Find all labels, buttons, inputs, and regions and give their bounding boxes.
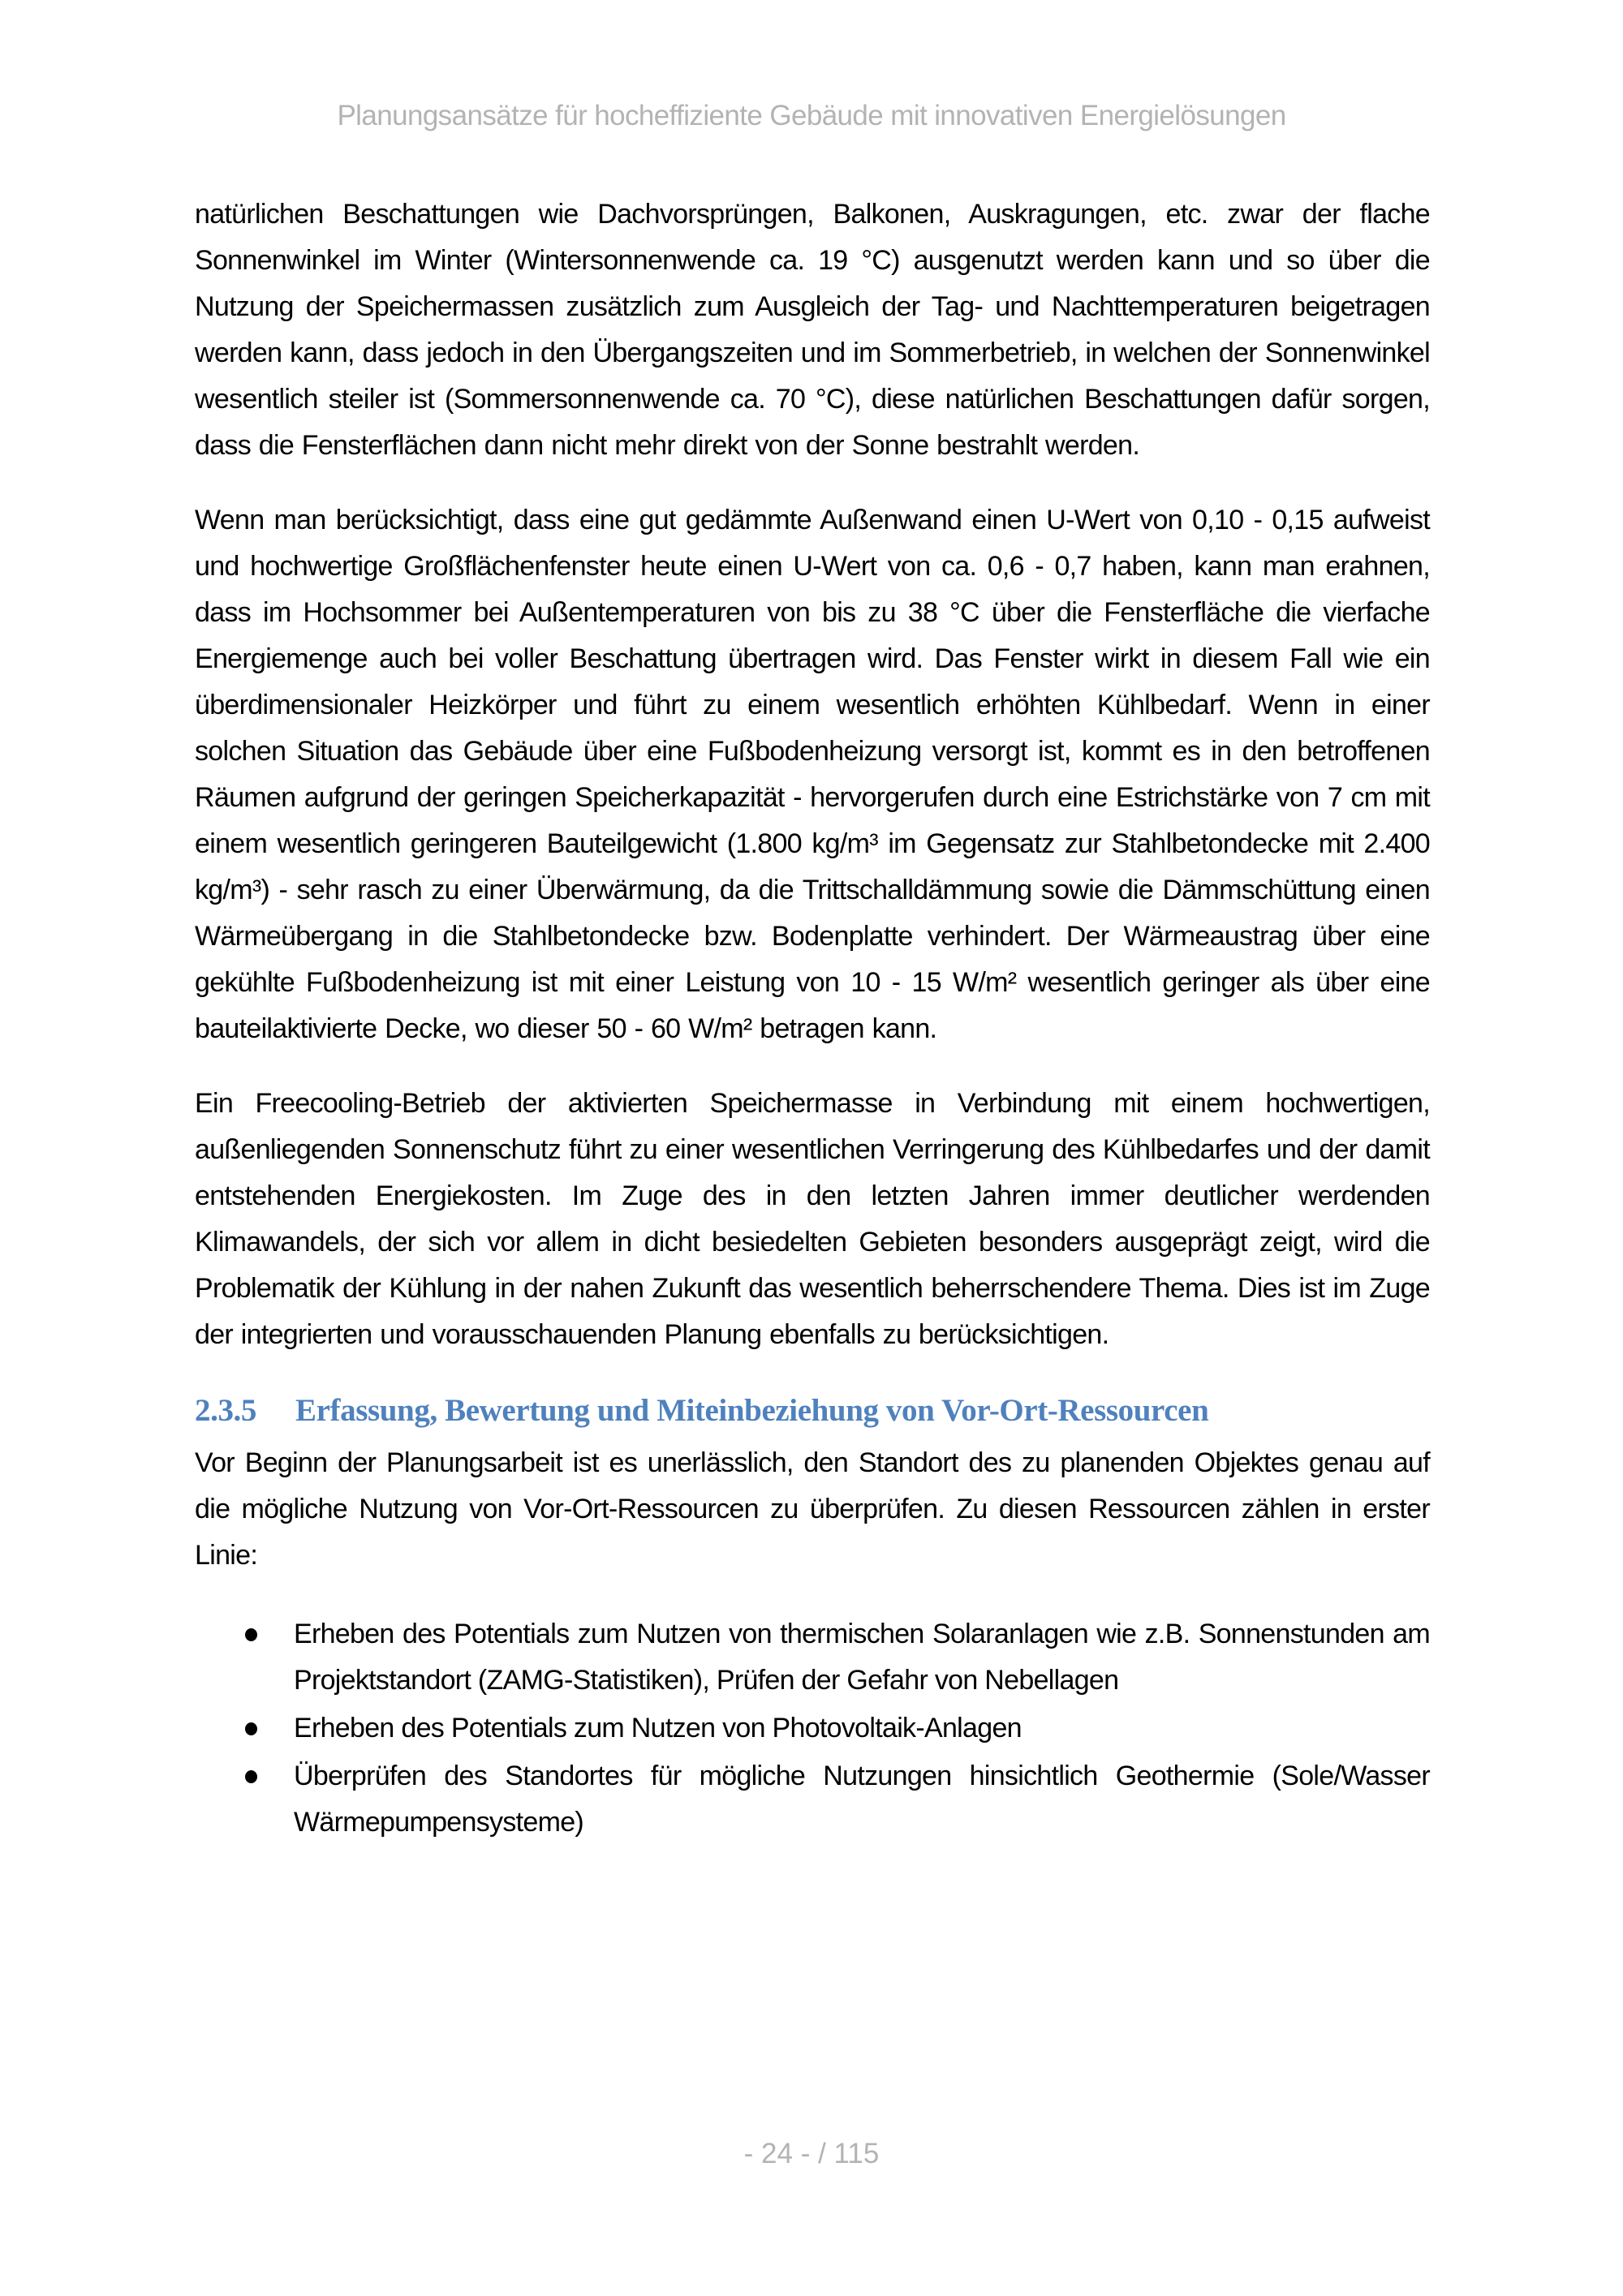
list-item bbox=[195, 1611, 1430, 1704]
running-header: Planungsansätze für hocheffiziente Gebäude mit innovativen Energielösungen bbox=[337, 100, 1286, 131]
paragraph-u-values: Wenn man berücksichtigt, dass eine gut gedämmte Außenwand einen U-Wert von 0,10 - 0,15 aufweist und hochwertige Großflächenfenster heute einen U-Wert von ca. 0,6 - 0,7 haben, kann man erahnen, dass im Hochsommer bei Außentemperaturen von bis zu 38 °C über die Fensterfläche die vierfache Energiemenge auch bei voller Beschattung übertragen wird. Das Fenster wirkt in diesem Fall wie ein überdimensionaler Heizkörper und führt zu einem wesentlich erhöhten Kühlbedarf. Wenn in einer solchen Situation das Gebäude über eine Fußbodenheizung versorgt ist, kommt es in den betroffenen Räumen aufgrund der geringen Speicherkapazität - hervorgerufen durch eine Estrichstärke von 7 cm mit einem wesentlich geringeren Bauteilgewicht (1.800 kg/m³ im Gegensatz zur Stahlbetondecke mit 2.400 kg/m³) - sehr rasch zu einer Überwärmung, da die Trittschalldämmung sowie die Dämmschüttung einen Wärmeübergang in die Stahlbetondecke bzw. Bodenplatte verhindert. Der Wärmeaustrag über eine gekühlte Fußbodenheizung ist mit einer Leistung von 10 - 15 W/m² wesentlich geringer als über eine bauteilaktivierte Decke, wo dieser 50 - 60 W/m² betragen kann. bbox=[195, 505, 1430, 1044]
section-number: 2.3.5 bbox=[195, 1393, 257, 1428]
section-title: Erfassung, Bewertung und Miteinbeziehung von Vor-Ort-Ressourcen bbox=[295, 1393, 1209, 1428]
bullet-icon bbox=[245, 1722, 257, 1735]
bullet-icon bbox=[245, 1628, 257, 1641]
bullet-icon bbox=[245, 1770, 257, 1783]
paragraph-shading: natürlichen Beschattungen wie Dachvorsprüngen, Balkonen, Auskragungen, etc. zwar der flache Sonnenwinkel im Winter (Wintersonnenwende ca. 19 °C) ausgenutzt werden kann und so über die Nutzung der Speichermassen zusätzlich zum Ausgleich der Tag- und Nachttemperaturen beigetragen werden kann, dass jedoch in den Übergangszeiten und im Sommerbetrieb, in welchen der Sonnenwinkel wesentlich steiler ist (Sommersonnenwende ca. 70 °C), diese natürlichen Beschattungen dafür sorgen, dass die Fensterflächen dann nicht mehr direkt von der Sonne bestrahlt werden. bbox=[195, 199, 1430, 461]
page-body bbox=[195, 191, 1430, 1847]
list-item bbox=[195, 1753, 1430, 1846]
paragraph-intro: Vor Beginn der Planungsarbeit ist es unerlässlich, den Standort des zu planenden Objektes genau auf die mögliche Nutzung von Vor-Ort-Ressourcen zu überprüfen. Zu diesen Ressourcen zählen in erster Linie: bbox=[195, 1447, 1430, 1571]
paragraph-freecooling: Ein Freecooling-Betrieb der aktivierten Speichermasse in Verbindung mit einem hochwertigen, außenliegenden Sonnenschutz führt zu einer wesentlichen Verringerung des Kühlbedarfes und der damit entstehenden Energiekosten. Im Zuge des in den letzten Jahren immer deutlicher werdenden Klimawandels, der sich vor allem in dicht besiedelten Gebieten besonders ausgeprägt zeigt, wird die Problematik der Kühlung in der nahen Zukunft das wesentlich beherrschendere Thema. Dies ist im Zuge der integrierten und vorausschauenden Planung ebenfalls zu berücksichtigen. bbox=[195, 1088, 1430, 1350]
list-item-text: Erheben des Potentials zum Nutzen von thermischen Solaranlagen wie z.B. Sonnenstunden am Projektstandort (ZAMG-Statistiken), Prüfen der Gefahr von Nebellagen bbox=[294, 1619, 1430, 1696]
section-heading bbox=[195, 1387, 1430, 1435]
resource-list bbox=[195, 1611, 1430, 1846]
list-item-text: Überprüfen des Standortes für mögliche Nutzungen hinsichtlich Geothermie (Sole/Wasser Wärmepumpensysteme) bbox=[294, 1761, 1430, 1838]
list-item bbox=[195, 1705, 1430, 1752]
page-number: - 24 - / 115 bbox=[743, 2138, 880, 2169]
list-item-text: Erheben des Potentials zum Nutzen von Photovoltaik-Anlagen bbox=[294, 1713, 1022, 1743]
